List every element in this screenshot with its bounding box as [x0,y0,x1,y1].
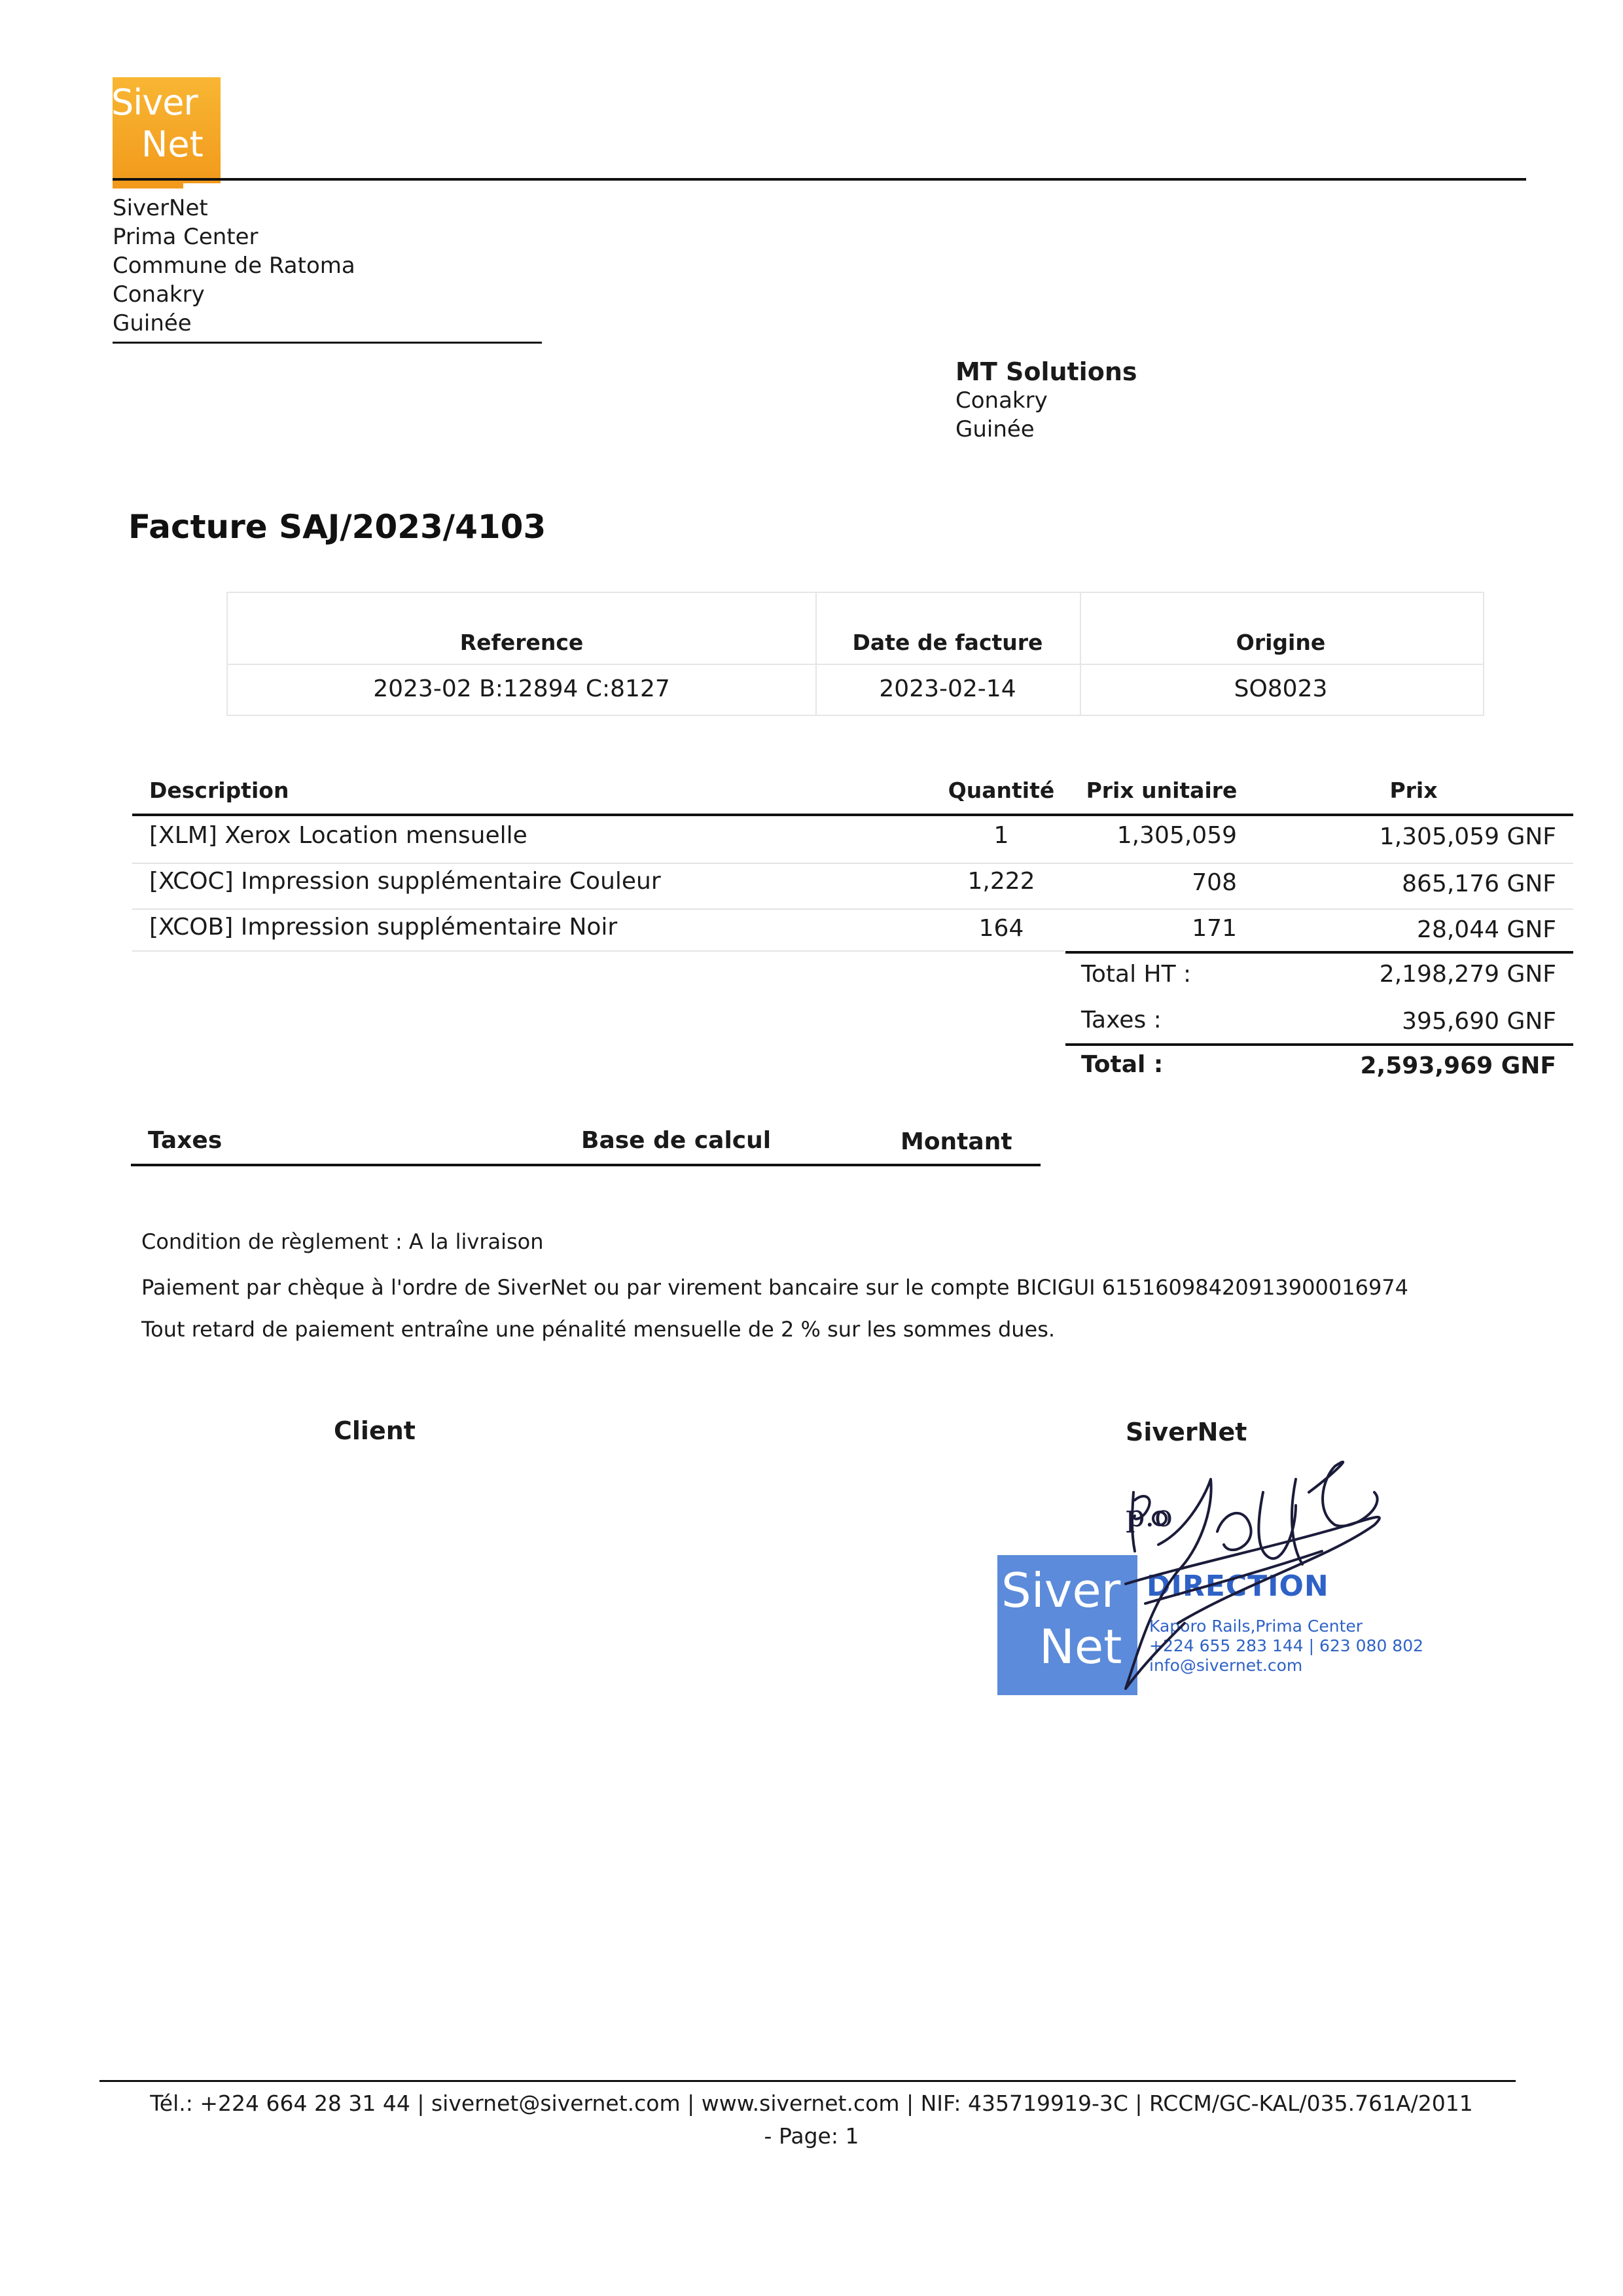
company-address [113,194,355,338]
lines-header-unit-price: Prix unitaire [1086,778,1238,803]
info-header-date: Date de facture [852,630,1043,655]
tax-header-taxes: Taxes [148,1127,223,1154]
company-address-line: Conakry [113,281,205,308]
subtotal-value: 2,198,279 GNF [1379,961,1556,988]
logo-text-line1: Siver [111,82,198,123]
line-price: 28,044 GNF [1417,916,1556,943]
tax-header-amount: Montant [901,1128,1012,1155]
footer-rule [99,2080,1516,2082]
info-column-reference [228,593,817,715]
client-address [955,357,1137,444]
stamp-heading: DIRECTION [1147,1570,1329,1603]
line-description: [XCOC] Impression supplémentaire Couleur [149,868,661,895]
stamp-logo-line1: Siver [1001,1563,1121,1618]
stamp-address-line: info@sivernet.com [1149,1656,1303,1675]
stamp-address-line: +224 655 283 144 | 623 080 802 [1149,1636,1424,1655]
invoice-title: Facture SAJ/2023/4103 [128,508,546,546]
payment-instructions: Paiement par chèque à l'ordre de SiverNet ou par virement bancaire sur le compte BICIGUI 61516098420913900016974 [141,1275,1409,1300]
logo-tab [113,182,183,188]
handwritten-signature [1047,1453,1414,1715]
tax-header-base: Base de calcul [581,1127,772,1154]
invoice-info-table [226,592,1484,716]
line-unit-price: 1,305,059 [1116,822,1237,849]
client-name: MT Solutions [955,357,1137,386]
info-value-reference: 2023-02 B:12894 C:8127 [373,675,670,702]
signature-handwritten-note: p.o [1126,1498,1173,1534]
address-rule [113,342,542,344]
total-rule [1065,1043,1573,1046]
total-label: Total : [1081,1051,1164,1078]
tax-header-rule [131,1164,1041,1166]
info-value-origin: SO8023 [1234,675,1328,702]
info-header-reference: Reference [459,630,584,655]
info-column-origin [1080,593,1482,715]
late-penalty-notice: Tout retard de paiement entraîne une pénalité mensuelle de 2 % sur les sommes dues. [141,1317,1056,1342]
lines-header-description: Description [149,778,289,803]
taxes-value: 395,690 GNF [1402,1008,1556,1035]
header-rule [113,178,1526,181]
totals-top-rule [1065,951,1573,954]
footer-page-number: - Page: 1 [764,2123,859,2149]
line-quantity: 1 [993,822,1009,849]
line-divider [132,950,1064,952]
line-description: [XCOB] Impression supplémentaire Noir [149,914,618,941]
line-quantity: 1,222 [967,868,1035,895]
company-logo [113,77,221,183]
stamp-address-line: Kaporo Rails,Prima Center [1149,1617,1363,1636]
line-unit-price: 708 [1192,869,1237,896]
line-divider [132,863,1573,864]
lines-header-quantity: Quantité [948,778,1055,803]
logo-text-line2: Net [141,124,204,165]
info-column-date [815,593,1081,715]
line-description: [XLM] Xerox Location mensuelle [149,822,527,849]
client-address-line: Conakry [955,387,1048,414]
info-value-date: 2023-02-14 [879,675,1016,702]
footer-contact: Tél.: +224 664 28 31 44 | sivernet@sivernet.com | www.sivernet.com | NIF: 435719919-3C | RCCM/GC-KAL/035.761A/2011 [150,2090,1473,2116]
lines-header-price: Prix [1389,778,1438,803]
company-signature-label: SiverNet [1126,1418,1247,1446]
line-price: 865,176 GNF [1402,870,1556,897]
info-header-origin: Origine [1236,630,1326,655]
taxes-label: Taxes : [1081,1007,1162,1033]
payment-condition: Condition de règlement : A la livraison [141,1229,544,1254]
line-divider [132,908,1573,910]
company-address-line: Guinée [113,310,192,336]
line-quantity: 164 [978,915,1024,942]
company-address-line: Commune de Ratoma [113,253,355,279]
company-name: SiverNet [113,195,208,221]
client-address-line: Guinée [955,416,1035,442]
company-address-line: Prima Center [113,224,259,250]
subtotal-label: Total HT : [1081,961,1192,988]
lines-header-rule [132,814,1573,816]
line-unit-price: 171 [1192,915,1237,942]
total-value: 2,593,969 GNF [1360,1052,1556,1079]
stamp-logo-line2: Net [1039,1619,1122,1674]
line-price: 1,305,059 GNF [1379,823,1556,850]
client-signature-label: Client [334,1416,416,1445]
